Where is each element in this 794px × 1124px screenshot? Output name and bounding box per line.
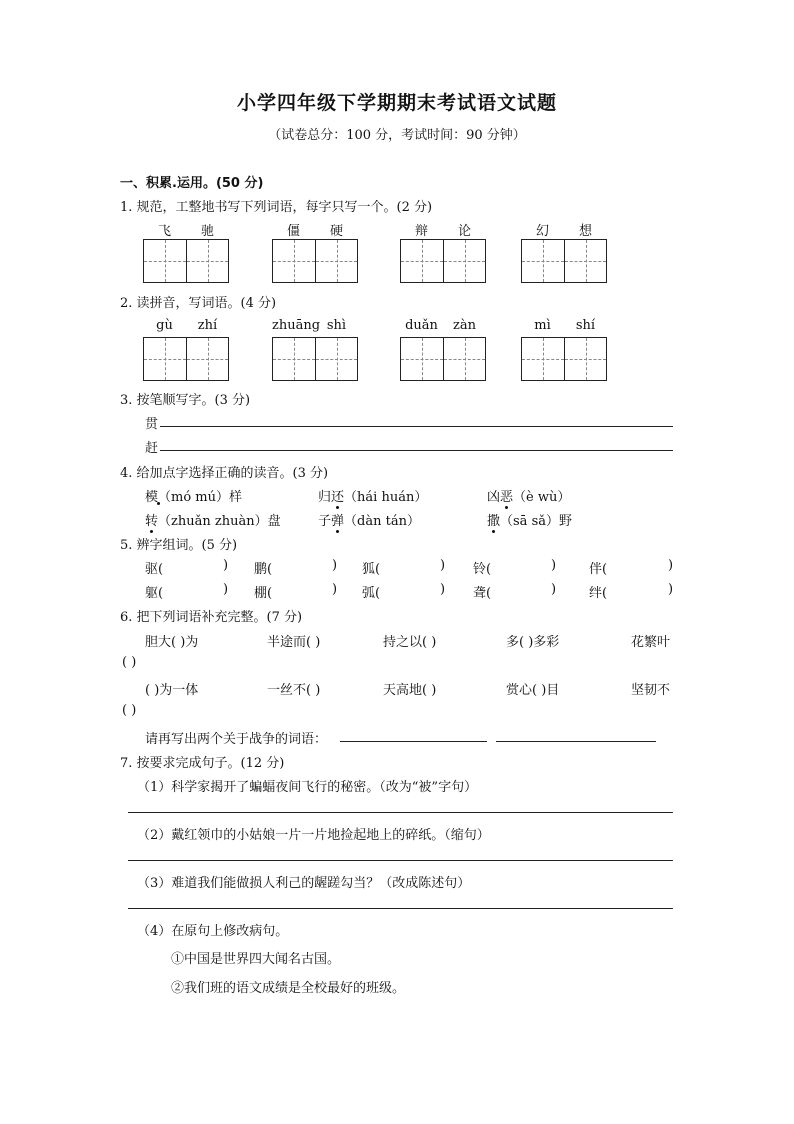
writing-grid[interactable] [400, 337, 486, 381]
close-paren: ) [668, 582, 674, 597]
sentence-task: （2）戴红领巾的小姑娘一片一片地捡起地上的碎纸。（缩句） [137, 828, 490, 843]
stroke-char: 贯 [145, 417, 159, 432]
word-group-item: 驱( [145, 562, 164, 577]
pronunciation-item: 模（mó mú）样 [145, 490, 243, 505]
q2-pinyin: zhuāng [272, 318, 321, 333]
writing-grid[interactable] [143, 337, 229, 381]
idiom-item: ( )为一体 [145, 683, 199, 698]
question-4-prompt: 4. 给加点字选择正确的读音。(3 分) [120, 466, 329, 481]
question-7-prompt: 7. 按要求完成句子。(12 分) [120, 756, 285, 771]
q1-char: 辩 [414, 224, 428, 239]
answer-line[interactable] [128, 908, 673, 909]
idiom-item: 多( )多彩 [506, 635, 560, 650]
writing-grid[interactable] [272, 239, 358, 283]
page-title: 小学四年级下学期期末考试语文试题 [236, 92, 557, 114]
idiom-item: 赏心( )目 [506, 683, 560, 698]
writing-grid[interactable] [143, 239, 229, 283]
word-group-item: 狐( [362, 562, 381, 577]
q2-pinyin: shì [326, 318, 347, 333]
idiom-item: 花繁叶 [631, 635, 671, 650]
war-words-prompt: 请再写出两个关于战争的词语： [145, 732, 328, 747]
close-paren: ) [332, 582, 338, 597]
writing-grid[interactable] [521, 337, 607, 381]
close-paren: ) [223, 558, 229, 573]
idiom-item: 半途而( ) [267, 635, 321, 650]
idiom-item: ( ) [122, 655, 137, 670]
pronunciation-item: 凶恶（è wù） [487, 486, 570, 505]
writing-grid[interactable] [521, 239, 607, 283]
q1-char: 幻 [535, 224, 549, 239]
word-group-item: 鹏( [254, 562, 273, 577]
close-paren: ) [332, 558, 338, 573]
faulty-sentence: ①中国是世界四大闻名古国。 [171, 952, 341, 967]
idiom-item: 一丝不( ) [267, 683, 321, 698]
faulty-sentence: ②我们班的语文成绩是全校最好的班级。 [171, 981, 406, 996]
q1-char: 飞 [157, 224, 171, 239]
q1-char: 硬 [329, 224, 343, 239]
word-group-item: 伴( [589, 562, 608, 577]
close-paren: ) [551, 582, 557, 597]
answer-line[interactable] [160, 450, 673, 451]
q1-char: 驰 [200, 224, 214, 239]
q1-char: 想 [578, 224, 592, 239]
answer-line[interactable] [128, 812, 673, 813]
word-group-item: 躯( [145, 586, 164, 601]
sentence-task: （1）科学家揭开了蝙蝠夜间飞行的秘密。（改为“被”字句） [137, 780, 478, 795]
sentence-task: （4）在原句上修改病句。 [137, 924, 289, 939]
idiom-item: 持之以( ) [383, 635, 437, 650]
pronunciation-item: 撒（sā sǎ）野 [487, 510, 572, 529]
idiom-item: ( ) [122, 703, 137, 718]
idiom-item: 胆大( )为 [145, 635, 199, 650]
q1-char: 僵 [286, 224, 300, 239]
close-paren: ) [668, 558, 674, 573]
q2-pinyin: gù [156, 318, 173, 333]
word-group-item: 棚( [254, 586, 273, 601]
stroke-char: 赶 [145, 441, 159, 456]
close-paren: ) [551, 558, 557, 573]
word-group-item: 铃( [473, 562, 492, 577]
q2-pinyin: zhí [197, 318, 218, 333]
question-3-prompt: 3. 按笔顺写字。(3 分) [120, 393, 251, 408]
close-paren: ) [440, 582, 446, 597]
question-2-prompt: 2. 读拼音，写词语。(4 分) [120, 296, 277, 311]
q2-pinyin: duǎn [405, 318, 438, 333]
word-group-item: 弧( [362, 586, 381, 601]
writing-grid[interactable] [272, 337, 358, 381]
idiom-item: 天高地( ) [383, 683, 437, 698]
idiom-item: 坚韧不 [631, 683, 671, 698]
pronunciation-item: 子弹（dàn tán） [318, 510, 420, 529]
q2-pinyin: mì [534, 318, 551, 333]
q1-char: 论 [457, 224, 471, 239]
pronunciation-item: 转（zhuǎn zhuàn）盘 [145, 510, 281, 529]
sentence-task: （3）难道我们能做损人利己的龌蹉勾当？（改成陈述句） [137, 876, 471, 891]
question-5-prompt: 5. 辨字组词。(5 分) [120, 538, 238, 553]
page-subtitle: （试卷总分：100 分，考试时间：90 分钟） [268, 128, 526, 143]
pronunciation-item: 归还（hái huán） [318, 486, 427, 505]
question-6-prompt: 6. 把下列词语补充完整。(7 分) [120, 610, 303, 625]
question-1-prompt: 1. 规范，工整地书写下列词语，每字只写一个。(2 分) [120, 200, 433, 215]
answer-line[interactable] [496, 741, 656, 742]
writing-grid[interactable] [400, 239, 486, 283]
word-group-item: 绊( [589, 586, 608, 601]
word-group-item: 聋( [473, 586, 492, 601]
answer-line[interactable] [340, 741, 487, 742]
q2-pinyin: shí [575, 318, 596, 333]
section-heading: 一、积累.运用。(50 分) [120, 176, 264, 191]
answer-line[interactable] [128, 860, 673, 861]
close-paren: ) [223, 582, 229, 597]
answer-line[interactable] [160, 426, 673, 427]
q2-pinyin: zàn [453, 318, 476, 333]
close-paren: ) [440, 558, 446, 573]
